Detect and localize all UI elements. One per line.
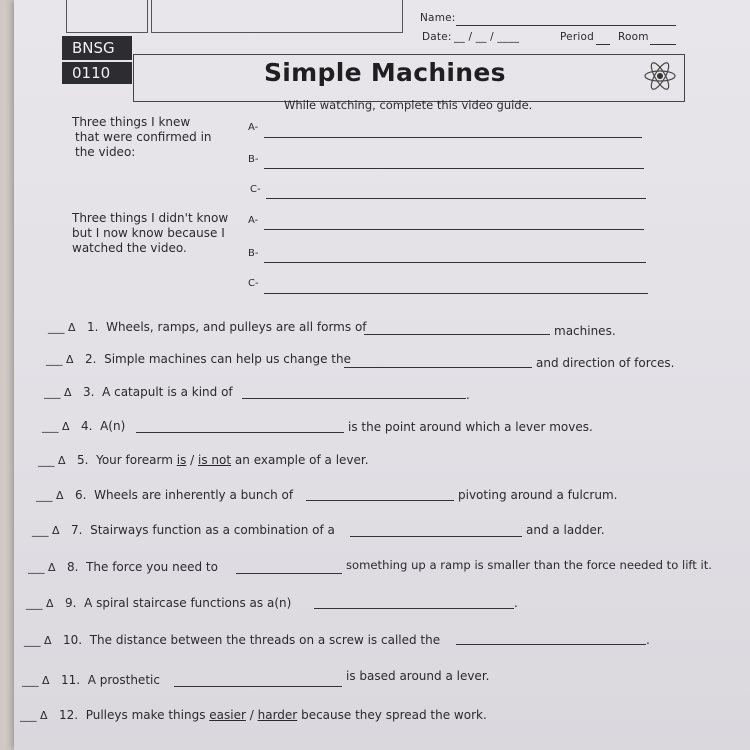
option-is-not[interactable]: is not	[198, 453, 232, 467]
question-3-tail: .	[466, 388, 470, 402]
question-12: ___ Δ 12. Pulleys make things easier / harder because they spread the work.	[20, 708, 487, 722]
course-number: 0110	[62, 62, 132, 84]
answer-label-b: B-	[248, 154, 259, 165]
section-learned-prompt: Three things I didn't know but I now know because I watched the video.	[72, 211, 229, 255]
header-box-middle	[151, 0, 403, 33]
question-1-tail: machines.	[554, 324, 616, 338]
question-10-tail: .	[646, 633, 650, 647]
question-7-tail: and a ladder.	[526, 523, 605, 537]
question-1: ___ Δ 1. Wheels, ramps, and pulleys are all forms of	[48, 320, 367, 334]
question-8-blank[interactable]	[236, 573, 342, 574]
answer-line[interactable]	[264, 229, 644, 230]
date-field[interactable]: __ / __ / ____	[454, 31, 520, 43]
option-easier[interactable]: easier	[209, 708, 246, 722]
question-9: ___ Δ 9. A spiral staircase functions as a(n)	[26, 596, 292, 610]
question-11-blank[interactable]	[174, 686, 342, 687]
question-4-blank[interactable]	[136, 432, 344, 433]
question-2: ___ Δ 2. Simple machines can help us change the	[46, 352, 351, 366]
course-code: BNSG	[62, 36, 132, 60]
question-3: ___ Δ 3. A catapult is a kind of	[44, 385, 233, 399]
room-label: Room	[618, 31, 649, 43]
section-knew-prompt: Three things I knew that were confirmed in the video:	[72, 115, 212, 159]
question-10-blank[interactable]	[456, 644, 646, 645]
answer-label-c: C-	[248, 278, 259, 289]
answer-line[interactable]	[264, 168, 644, 169]
question-8-tail: something up a ramp is smaller than the force needed to lift it.	[346, 558, 712, 572]
period-label: Period	[560, 31, 594, 43]
question-9-blank[interactable]	[314, 608, 514, 609]
name-field[interactable]	[456, 25, 676, 26]
header-box-left	[66, 0, 148, 33]
answer-label-c: C-	[250, 184, 261, 195]
question-7: ___ Δ 7. Stairways function as a combination of a	[32, 523, 335, 537]
answer-label-b: B-	[248, 248, 259, 259]
answer-line[interactable]	[264, 293, 648, 294]
question-11-tail: is based around a lever.	[346, 669, 490, 683]
question-4: ___ Δ 4. A(n)	[42, 419, 126, 433]
question-3-blank[interactable]	[242, 398, 466, 399]
question-5: ___ Δ 5. Your forearm is / is not an example of a lever.	[38, 453, 369, 467]
question-6: ___ Δ 6. Wheels are inherently a bunch of	[36, 488, 294, 502]
question-7-blank[interactable]	[350, 536, 522, 537]
name-label: Name:	[420, 12, 456, 24]
question-6-blank[interactable]	[306, 500, 454, 501]
date-label: Date:	[422, 31, 452, 43]
question-2-tail: and direction of forces.	[536, 356, 675, 370]
room-field[interactable]	[650, 44, 676, 45]
question-4-tail: is the point around which a lever moves.	[348, 420, 593, 434]
answer-label-a: A-	[248, 215, 259, 226]
question-2-blank[interactable]	[344, 367, 532, 368]
answer-line[interactable]	[264, 262, 646, 263]
answer-line[interactable]	[264, 137, 642, 138]
answer-line[interactable]	[266, 198, 646, 199]
question-10: ___ Δ 10. The distance between the threads on a screw is called the	[24, 633, 441, 647]
option-is[interactable]: is	[176, 453, 187, 467]
period-field[interactable]	[596, 44, 610, 45]
atom-icon	[642, 60, 678, 92]
instructions: While watching, complete this video guide.	[284, 98, 533, 112]
page-title: Simple Machines	[264, 58, 506, 87]
answer-label-a: A-	[248, 122, 259, 133]
question-11: ___ Δ 11. A prosthetic	[22, 673, 160, 687]
question-8: ___ Δ 8. The force you need to	[28, 560, 218, 574]
question-1-blank[interactable]	[364, 334, 550, 335]
option-harder[interactable]: harder	[257, 708, 298, 722]
question-6-tail: pivoting around a fulcrum.	[458, 488, 618, 502]
worksheet-page	[14, 0, 750, 750]
question-9-tail: .	[514, 596, 518, 610]
